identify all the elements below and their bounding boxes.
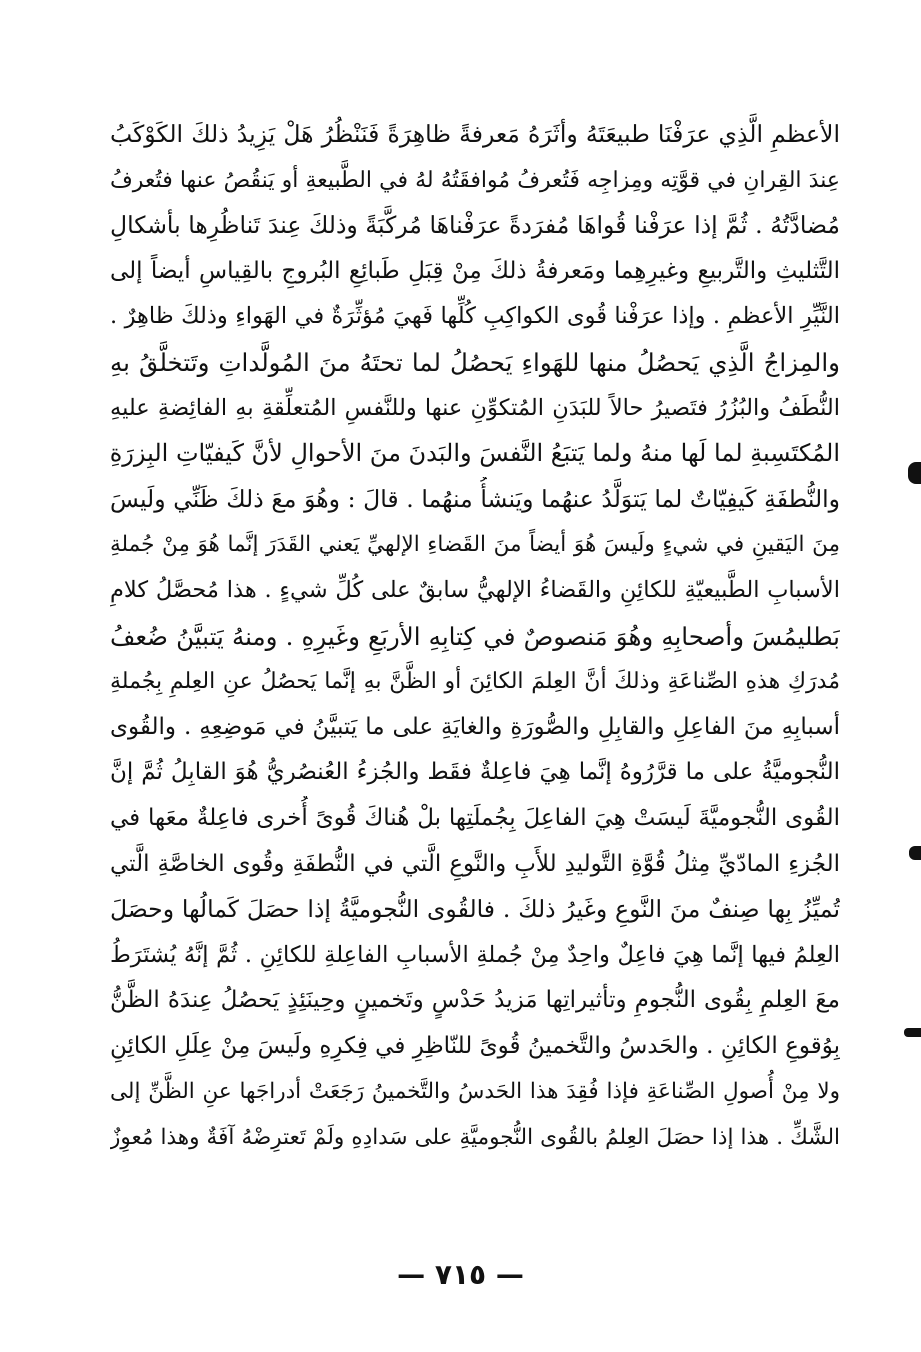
page-number: — ٧١٥ — <box>397 1258 524 1291</box>
scan-edge-mark <box>909 846 921 860</box>
text-line: معَ العِلمِ بِقُوى النُّجومِ وتأثيراتِها مَزيدُ حَدْسٍ وتَخمينٍ وحِينَئِذٍ يَحصُلُ عِندَهُ الظَّنُّ <box>110 987 840 1014</box>
text-line: التَّثليثِ والتَّربيعِ وغيرِهِما ومَعرفةُ ذلكَ مِنْ قِبَلِ طَبائِعِ البُروجِ بالقِياسِ أيضاً إلى <box>110 257 840 284</box>
text-line: مِنَ اليَقينِ في شيءٍ ولَيسَ هُوَ أيضاً منَ القَضاءِ الإلهيِّ يَعني القَدَرَ إنَّما هُوَ مِنْ جُملةِ <box>110 532 840 558</box>
text-line: والنُّطفَةِ كَيفِيّاتٌ لما يَتوَلَّدُ عنهُما ويَنشأُ منهُما . قالَ : وهُوَ معَ ذلكَ ظَنِّي ولَيسَ <box>110 484 840 513</box>
text-line: والمِزاجُ الَّذِي يَحصُلُ منها للهَواءِ يَحصُلُ لما تحتَهُ منَ المُولَّداتِ وتَتخلَّقُ بهِ <box>110 347 840 377</box>
text-line: النُّجوميَّةُ على ما قرَّرُوهُ إنَّما هِيَ فاعِلةٌ فقَط والجُزءُ العُنصُريُّ هُوَ القابِلُ ثُمَّ إنَّ <box>110 759 840 786</box>
text-line: مُدرَكِ هذهِ الصِّناعَةِ وذلكَ أنَّ العِلمَ الكائِنَ أو الظَّنَّ بهِ إنَّما يَحصُلُ عنِ العِلمِ بِجُملةِ <box>110 669 840 695</box>
text-line: المُكتَسِبةِ لما لَها منهُ ولما يَتبَعُ النَّفسَ والبَدنَ منَ الأحوالِ لأنَّ كَيفيّاتِ البِزرَةِ <box>110 439 840 468</box>
text-line: النَّيِّرِ الأعظمِ . وإذا عرَفْنا قُوى الكواكِبِ كُلِّها فَهيَ مُؤثِّرَةٌ في الهَواءِ وذلكَ ظاهِرٌ . <box>110 303 840 330</box>
text-line: بَطليمُسَ وأصحابِهِ وهُوَ مَنصوصٌ في كِتابِهِ الأربَعِ وغَيرِهِ . ومنهُ يَتبيَّنُ ضُعفُ <box>110 621 840 651</box>
text-line: الأسبابِ الطَّبيعيّةِ للكائِنِ والقَضاءُ الإلهيُّ سابقٌ على كُلِّ شيءٍ . هذا مُحصَّلُ كلامِ <box>110 576 840 603</box>
text-line: أسبابِهِ منَ الفاعِلِ والقابِلِ والصُّورَةِ والغايَةِ على ما يَتبيَّنُ في مَوضِعِهِ . والقُوى <box>110 713 840 740</box>
text-line: القُوى النُّجوميَّةَ لَيسَتْ هِيَ الفاعِلَ بِجُملَتِها بلْ هُناكَ قُوىً أُخرى فاعِلةٌ معَها في <box>110 804 840 831</box>
text-line: عِندَ القِرانِ في قوَّتِه ومِزاجِه فَتُعرفُ مُوافقَتُهُ لهُ في الطَّبيعةِ أو يَنقُصُ عنها فتُعرفُ <box>110 167 840 193</box>
text-line: الجُزءِ المادّيِّ مِثلُ قُوَّةِ التَّوليدِ للأَبِ والنَّوعِ الَّتي في النُّطفَةِ وقُوى الخاصَّةِ الَّتي <box>110 850 840 877</box>
text-line: تُميِّزُ بِها صِنفٌ منَ النَّوعِ وغَيرُ ذلكَ . فالقُوى النُّجوميَّةُ إذا حصَلَ كَمالُها وحصَلَ <box>110 895 840 924</box>
text-line: الشَّكِّ . هذا إذا حصَلَ العِلمُ بالقُوى النُّجوميَّةِ على سَدادِهِ ولَمْ تَعترِضْهُ آفَةٌ وهذا مُعوِزٌ <box>110 1125 840 1151</box>
text-line: الأعظمِ الَّذِي عرَفْنَا طبيعَتَهُ وأثَرَهُ مَعرفةً ظاهِرَةً فَنَنْظُرُ هَلْ يَزِيدُ ذلكَ الكَوْكَبُ <box>110 120 840 148</box>
scan-edge-mark <box>908 462 921 484</box>
text-line: مُضادَّتُهُ . ثُمَّ إذا عرَفْنا قُواهَا مُفرَدةً عرَفْناهَا مُركَّبَةً وذلكَ عِندَ تَناظُرِها بأشكالِ <box>110 211 840 240</box>
text-line: ولا مِنْ أُصولِ الصِّناعَةِ فإذا فُقِدَ هذا الحَدسُ والتَّخمينُ رَجَعَتْ أدراجَها عنِ الظَّنِّ إلى <box>110 1079 840 1105</box>
text-line: بِوُقوعِ الكائِنِ . والحَدسُ والتَّخمينُ قُوىً للنّاظِرِ في فِكرِهِ ولَيسَ مِنْ عِلَلِ الكائِنِ <box>110 1032 840 1059</box>
scan-edge-mark <box>904 1028 921 1037</box>
text-line: النُّطَفُ والبُزُرُ فتَصيرُ حالاً للبَدَنِ المُتكوِّنِ عنها وللنَّفسِ المُتعلِّقةِ بهِ الفائِضةِ عليهِ <box>110 394 840 421</box>
body-text <box>110 112 840 1161</box>
text-line: العِلمُ فيها إنَّما هِيَ فاعِلٌ واحِدٌ مِنْ جُملةِ الأسبابِ الفاعِلةِ للكائِنِ . ثُمَّ إنَّهُ يُشتَرَطُ <box>110 941 840 968</box>
